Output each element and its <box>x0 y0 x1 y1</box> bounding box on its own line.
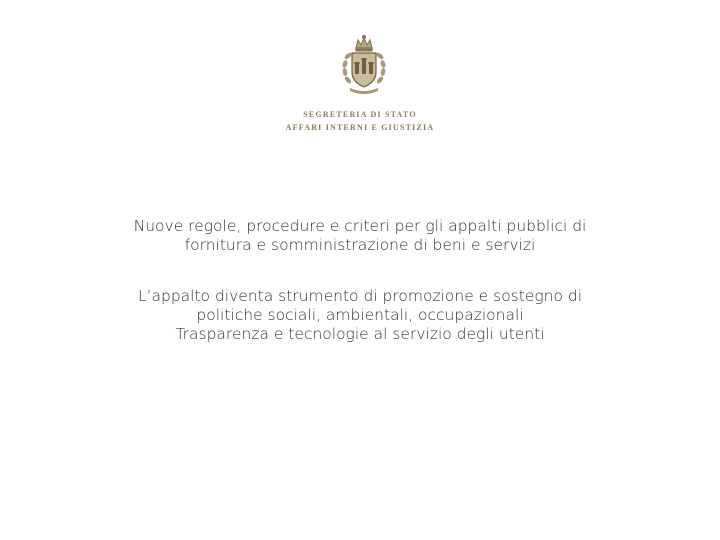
office-subtitle: AFFARI INTERNI E GIUSTIZIA <box>285 123 435 132</box>
paragraph-1-line-1: Nuove regole, procedure e criteri per gli appalti pubblici di <box>133 217 587 235</box>
paragraph-2-line-1: L’appalto diventa strumento di promozione e sostegno di <box>137 287 583 305</box>
office-title: SEGRETERIA DI STATO <box>303 110 417 119</box>
coat-of-arms-icon <box>336 34 392 96</box>
paragraph-1-line-2: fornitura e somministrazione di beni e servizi <box>184 236 536 254</box>
paragraph-2 <box>60 287 660 344</box>
paragraph-1 <box>60 217 660 255</box>
paragraph-2-line-2: politiche sociali, ambientali, occupazionali <box>196 306 524 324</box>
paragraph-2-line-3: Trasparenza e tecnologie al servizio degli utenti <box>175 325 545 343</box>
